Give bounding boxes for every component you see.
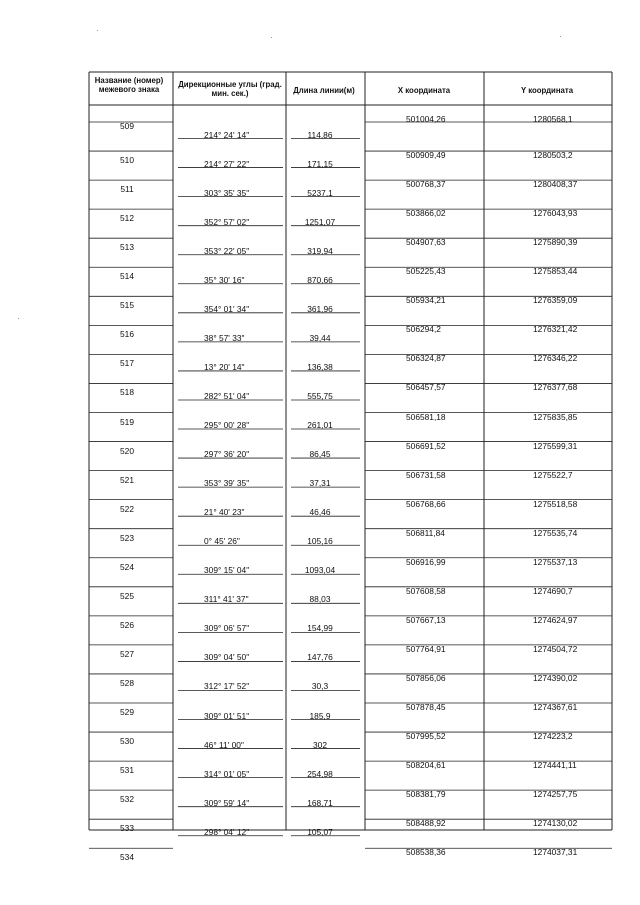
x-coordinate: 507667,13 bbox=[406, 614, 446, 625]
point-number: 530 bbox=[120, 736, 134, 747]
line-length: 254,98 bbox=[307, 768, 333, 779]
point-number: 521 bbox=[120, 474, 134, 485]
x-coordinate: 506457,57 bbox=[406, 382, 446, 393]
x-coordinate: 508381,79 bbox=[406, 789, 446, 800]
line-length: 361,96 bbox=[307, 303, 333, 314]
line-length: 88,03 bbox=[309, 594, 331, 605]
point-number: 524 bbox=[120, 561, 134, 572]
direction-angle: 353° 22' 05" bbox=[204, 245, 250, 256]
direction-angle: 314° 01' 05" bbox=[204, 768, 250, 779]
x-coordinate: 500768,37 bbox=[406, 179, 446, 190]
point-number: 527 bbox=[120, 648, 134, 659]
x-coordinate: 503866,02 bbox=[406, 208, 446, 219]
line-length: 39,44 bbox=[309, 332, 331, 343]
line-length: 171,15 bbox=[307, 158, 333, 169]
line-length: 105,16 bbox=[307, 536, 333, 547]
y-coordinate: 1280408,37 bbox=[533, 179, 578, 190]
x-coordinate: 505225,43 bbox=[406, 266, 446, 277]
direction-angle: 298° 04' 12" bbox=[204, 826, 250, 837]
direction-angle: 282° 51' 04" bbox=[204, 390, 250, 401]
point-number: 514 bbox=[120, 271, 134, 282]
y-coordinate: 1280568,1 bbox=[533, 114, 573, 124]
direction-angle: 0° 45' 26" bbox=[204, 536, 240, 547]
direction-angle: 309° 06' 57" bbox=[204, 623, 250, 634]
direction-angle: 352° 57' 02" bbox=[204, 216, 250, 227]
y-coordinate: 1275599,31 bbox=[533, 440, 578, 451]
scan-speck bbox=[18, 318, 19, 319]
line-length: 1251,07 bbox=[304, 216, 336, 227]
x-coordinate: 506294,2 bbox=[406, 324, 441, 335]
point-number: 528 bbox=[120, 677, 134, 688]
point-number: 523 bbox=[120, 532, 134, 543]
y-coordinate: 1274390,02 bbox=[533, 672, 578, 683]
direction-angle: 309° 59' 14" bbox=[204, 797, 250, 808]
y-coordinate: 1276321,42 bbox=[533, 324, 578, 335]
direction-angle: 295° 00' 28" bbox=[204, 420, 250, 431]
y-coordinate: 1274130,02 bbox=[533, 818, 578, 829]
y-coordinate: 1274037,31 bbox=[533, 847, 578, 858]
y-coordinate: 1274367,61 bbox=[533, 702, 578, 712]
point-number: 515 bbox=[120, 300, 134, 311]
line-length: 168,71 bbox=[307, 797, 333, 808]
point-number: 534 bbox=[120, 852, 134, 863]
point-number: 519 bbox=[120, 416, 134, 427]
y-coordinate: 1275518,58 bbox=[533, 498, 578, 509]
line-length: 261,01 bbox=[307, 420, 333, 431]
line-length: 86,45 bbox=[309, 449, 331, 460]
x-coordinate: 507764,91 bbox=[406, 643, 446, 654]
x-coordinate: 506731,58 bbox=[406, 469, 446, 480]
x-coordinate: 508488,92 bbox=[406, 818, 446, 829]
direction-angle: 214° 24' 14" bbox=[204, 129, 250, 140]
point-number: 520 bbox=[120, 445, 134, 456]
point-number: 513 bbox=[120, 242, 134, 253]
y-coordinate: 1280503,2 bbox=[533, 150, 573, 161]
point-number: 529 bbox=[120, 707, 134, 717]
scan-speck bbox=[97, 30, 98, 31]
line-length: 185,9 bbox=[309, 710, 331, 721]
point-number: 525 bbox=[120, 590, 134, 601]
direction-angle: 46° 11' 00" bbox=[204, 739, 244, 750]
direction-angle: 353° 39' 35" bbox=[204, 478, 250, 489]
direction-angle: 297° 36' 20" bbox=[204, 449, 250, 460]
direction-angle: 309° 15' 04" bbox=[204, 565, 250, 576]
point-number: 532 bbox=[120, 794, 134, 805]
direction-angle: 13° 20' 14" bbox=[204, 361, 245, 372]
point-number: 511 bbox=[120, 184, 134, 195]
y-coordinate: 1274504,72 bbox=[533, 643, 578, 654]
y-coordinate: 1275537,13 bbox=[533, 556, 578, 567]
x-coordinate: 506916,99 bbox=[406, 556, 446, 567]
point-number: 517 bbox=[120, 358, 134, 369]
direction-angle: 312° 17' 52" bbox=[204, 681, 250, 692]
x-coordinate: 507995,52 bbox=[406, 731, 446, 742]
line-length: 46,46 bbox=[309, 507, 331, 518]
x-coordinate: 507608,58 bbox=[406, 585, 446, 596]
point-number: 509 bbox=[120, 121, 134, 131]
y-coordinate: 1276359,09 bbox=[533, 295, 578, 306]
header-line-length: Длина линии(м) bbox=[293, 86, 355, 95]
direction-angle: 354° 01' 34" bbox=[204, 303, 250, 314]
y-coordinate: 1274624,97 bbox=[533, 614, 578, 625]
point-number: 526 bbox=[120, 619, 134, 630]
y-coordinate: 1275890,39 bbox=[533, 237, 578, 248]
y-coordinate: 1274223,2 bbox=[533, 731, 573, 742]
direction-angle: 21° 40' 23" bbox=[204, 507, 245, 518]
line-length: 105,07 bbox=[307, 826, 333, 837]
point-number: 522 bbox=[120, 503, 134, 514]
x-coordinate: 506581,18 bbox=[406, 411, 446, 422]
x-coordinate: 501004,26 bbox=[406, 114, 446, 124]
point-number: 533 bbox=[120, 823, 134, 834]
line-length: 302 bbox=[313, 739, 327, 750]
scan-speck bbox=[560, 36, 561, 37]
direction-angle: 214° 27' 22" bbox=[204, 158, 250, 169]
x-coordinate: 505934,21 bbox=[406, 295, 446, 306]
x-coordinate: 500909,49 bbox=[406, 150, 446, 161]
direction-angle: 311° 41' 37" bbox=[204, 594, 249, 605]
scan-speck bbox=[271, 37, 272, 38]
direction-angle: 303° 35' 35" bbox=[204, 187, 250, 198]
x-coordinate: 506691,52 bbox=[406, 440, 446, 451]
header-x-coordinate: X координата bbox=[397, 86, 451, 95]
y-coordinate: 1274690,7 bbox=[533, 585, 573, 596]
line-length: 1093,04 bbox=[304, 565, 336, 576]
y-coordinate: 1276346,22 bbox=[533, 353, 578, 364]
direction-angle: 309° 04' 50" bbox=[204, 652, 250, 663]
line-length: 147,76 bbox=[307, 652, 333, 663]
line-length: 5237,1 bbox=[307, 187, 333, 198]
line-length: 870,66 bbox=[307, 274, 333, 285]
x-coordinate: 507856,06 bbox=[406, 672, 446, 683]
x-coordinate: 507878,45 bbox=[406, 702, 446, 712]
line-length: 319,94 bbox=[307, 245, 333, 256]
line-length: 136,38 bbox=[307, 361, 333, 372]
point-number: 510 bbox=[120, 155, 134, 166]
line-length: 154,99 bbox=[307, 623, 333, 634]
y-coordinate: 1274257,75 bbox=[533, 789, 578, 800]
y-coordinate: 1275835,85 bbox=[533, 411, 578, 422]
y-coordinate: 1275535,74 bbox=[533, 527, 578, 538]
line-length: 555,75 bbox=[307, 390, 333, 401]
direction-angle: 35° 30' 16" bbox=[204, 274, 245, 285]
x-coordinate: 506324,87 bbox=[406, 353, 446, 364]
line-length: 30,3 bbox=[311, 681, 329, 692]
x-coordinate: 508538,36 bbox=[406, 847, 446, 858]
x-coordinate: 506811,84 bbox=[406, 527, 445, 538]
line-length: 37,31 bbox=[309, 478, 331, 489]
y-coordinate: 1276043,93 bbox=[533, 208, 578, 219]
line-length: 114,86 bbox=[307, 129, 333, 140]
point-number: 518 bbox=[120, 387, 134, 398]
x-coordinate: 506768,66 bbox=[406, 498, 446, 509]
header-point-name: Название (номер) межевого знака bbox=[94, 76, 164, 94]
direction-angle: 38° 57' 33" bbox=[204, 332, 245, 343]
point-number: 531 bbox=[120, 765, 134, 776]
point-number: 516 bbox=[120, 329, 134, 340]
y-coordinate: 1274441,11 bbox=[533, 760, 577, 771]
direction-angle: 309° 01' 51" bbox=[204, 710, 250, 721]
header-direction-angles: Дирекционные углы (град. мин. сек.) bbox=[178, 80, 282, 98]
header-y-coordinate: Y координата bbox=[520, 86, 574, 95]
x-coordinate: 504907,63 bbox=[406, 237, 446, 248]
y-coordinate: 1275522,7 bbox=[533, 469, 573, 480]
point-number: 512 bbox=[120, 213, 134, 224]
x-coordinate: 508204,61 bbox=[406, 760, 446, 771]
y-coordinate: 1275853,44 bbox=[533, 266, 578, 277]
y-coordinate: 1276377,68 bbox=[533, 382, 578, 393]
